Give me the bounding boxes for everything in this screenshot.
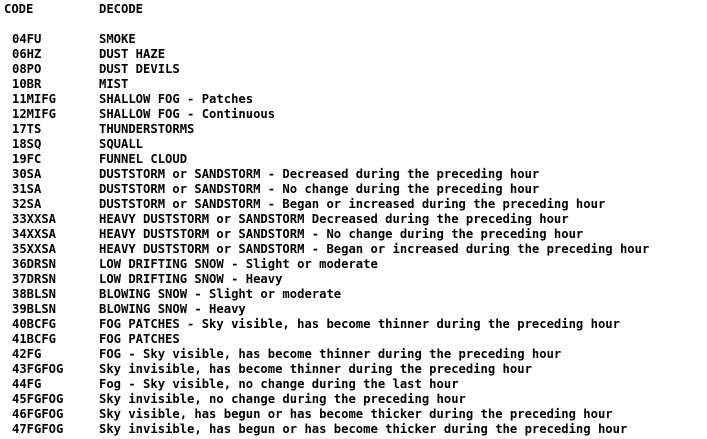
table-row xyxy=(12,32,706,47)
decode-cell: Sky invisible, no change during the preceding hour xyxy=(99,392,466,406)
table-row xyxy=(12,317,706,332)
code-cell: 43FGFOG xyxy=(12,362,64,376)
table-body xyxy=(12,32,706,437)
code-cell: 35XXSA xyxy=(12,242,57,256)
decode-cell: FOG PATCHES - Sky visible, has become thinner during the preceding hour xyxy=(99,317,620,331)
table-row xyxy=(12,407,706,422)
code-cell: 19FC xyxy=(12,152,42,166)
code-cell: 32SA xyxy=(12,197,42,211)
table-row xyxy=(12,257,706,272)
decode-cell: LOW DRIFTING SNOW - Slight or moderate xyxy=(99,257,378,271)
decode-cell: SHALLOW FOG - Patches xyxy=(99,92,254,106)
decode-cell: BLOWING SNOW - Heavy xyxy=(99,302,246,316)
code-cell: 37DRSN xyxy=(12,272,57,286)
decode-cell: DUSTSTORM or SANDSTORM - Decreased during the preceding hour xyxy=(99,167,540,181)
table-row xyxy=(12,182,706,197)
code-cell: 11MIFG xyxy=(12,92,57,106)
table-row xyxy=(12,152,706,167)
decode-cell: SMOKE xyxy=(99,32,136,46)
code-cell: 33XXSA xyxy=(12,212,57,226)
code-cell: 36DRSN xyxy=(12,257,57,271)
decode-cell: DUST HAZE xyxy=(99,47,166,61)
code-cell: 46FGFOG xyxy=(12,407,64,421)
code-cell: 45FGFOG xyxy=(12,392,64,406)
decode-cell: HEAVY DUSTSTORM or SANDSTORM - Began or increased during the preceding hour xyxy=(99,242,650,256)
code-column-header: CODE xyxy=(4,2,34,16)
table-row xyxy=(12,242,706,257)
table-row xyxy=(12,167,706,182)
decode-cell: Fog - Sky visible, no change during the last hour xyxy=(99,377,459,391)
code-cell: 38BLSN xyxy=(12,287,57,301)
decode-cell: Sky visible, has begun or has become thicker during the preceding hour xyxy=(99,407,613,421)
table-row xyxy=(12,197,706,212)
decode-cell: DUSTSTORM or SANDSTORM - No change during the preceding hour xyxy=(99,182,540,196)
table-row xyxy=(12,92,706,107)
code-cell: 04FU xyxy=(12,32,42,46)
decode-cell: LOW DRIFTING SNOW - Heavy xyxy=(99,272,283,286)
table-row xyxy=(12,347,706,362)
code-cell: 39BLSN xyxy=(12,302,57,316)
code-cell: 17TS xyxy=(12,122,42,136)
code-cell: 12MIFG xyxy=(12,107,57,121)
decode-cell: SQUALL xyxy=(99,137,144,151)
table-row xyxy=(12,227,706,242)
table-row xyxy=(12,302,706,317)
table-row xyxy=(12,392,706,407)
table-row xyxy=(12,332,706,347)
table-row xyxy=(12,77,706,92)
decode-cell: SHALLOW FOG - Continuous xyxy=(99,107,276,121)
decode-cell: DUST DEVILS xyxy=(99,62,180,76)
code-cell: 34XXSA xyxy=(12,227,57,241)
table-row xyxy=(12,377,706,392)
table-row xyxy=(12,362,706,377)
decode-cell: HEAVY DUSTSTORM or SANDSTORM Decreased during the preceding hour xyxy=(99,212,569,226)
code-cell: 47FGFOG xyxy=(12,422,64,436)
decode-cell: Sky invisible, has become thinner during the preceding hour xyxy=(99,362,532,376)
table-row xyxy=(12,422,706,437)
table-row xyxy=(12,107,706,122)
code-cell: 06HZ xyxy=(12,47,42,61)
code-cell: 08PO xyxy=(12,62,42,76)
decode-cell: HEAVY DUSTSTORM or SANDSTORM - No change during the preceding hour xyxy=(99,227,584,241)
table-row xyxy=(12,212,706,227)
decode-cell: DUSTSTORM or SANDSTORM - Began or increased during the preceding hour xyxy=(99,197,606,211)
code-cell: 18SQ xyxy=(12,137,42,151)
decode-column-header: DECODE xyxy=(99,2,144,16)
table-row xyxy=(12,122,706,137)
table-row xyxy=(12,62,706,77)
decode-cell: FUNNEL CLOUD xyxy=(99,152,188,166)
code-cell: 42FG xyxy=(12,347,42,361)
decode-cell: BLOWING SNOW - Slight or moderate xyxy=(99,287,342,301)
decode-cell: Sky invisible, has begun or has become thicker during the preceding hour xyxy=(99,422,628,436)
decode-cell: THUNDERSTORMS xyxy=(99,122,195,136)
code-cell: 31SA xyxy=(12,182,42,196)
decode-cell: FOG - Sky visible, has become thinner during the preceding hour xyxy=(99,347,562,361)
code-cell: 41BCFG xyxy=(12,332,57,346)
code-cell: 40BCFG xyxy=(12,317,57,331)
decode-cell: FOG PATCHES xyxy=(99,332,180,346)
table-row xyxy=(12,137,706,152)
code-cell: 10BR xyxy=(12,77,42,91)
code-cell: 44FG xyxy=(12,377,42,391)
table-row xyxy=(12,287,706,302)
table-row xyxy=(12,272,706,287)
table-row xyxy=(12,47,706,62)
decode-cell: MIST xyxy=(99,77,129,91)
table-header xyxy=(4,2,704,17)
code-cell: 30SA xyxy=(12,167,42,181)
